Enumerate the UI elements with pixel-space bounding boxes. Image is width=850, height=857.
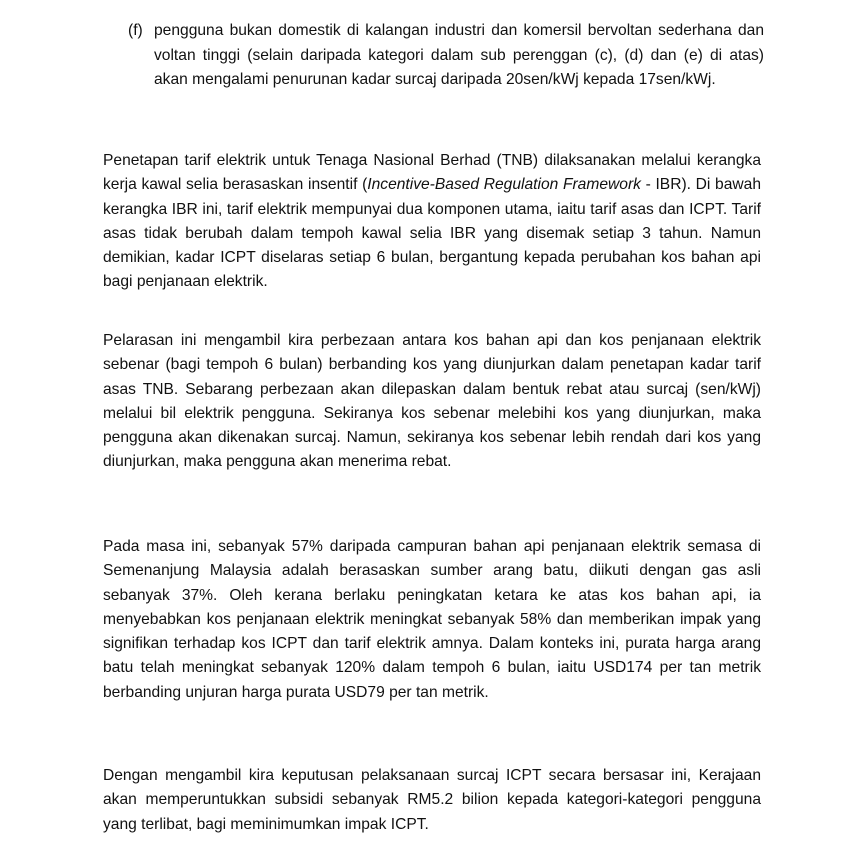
list-item-f: [128, 19, 764, 93]
paragraph-text: - IBR). Di bawah kerangka IBR ini, tarif elektrik mempunyai dua komponen utama, iaitu tarif asas dan ICPT. Tarif asas tidak berubah dalam tempoh kawal selia IBR yang disemak setiap 3 tahun. Namun demikian, kadar ICPT diselaras setiap 6 bulan, bergantung kepada perubahan kos bahan api bagi penjanaan elektrik.: [103, 176, 761, 291]
list-marker: (f): [128, 22, 143, 39]
paragraph-tariff-framework: [103, 149, 761, 295]
paragraph-subsidy: Dengan mengambil kira keputusan pelaksanaan surcaj ICPT secara bersasar ini, Kerajaan akan memperuntukkan subsidi sebanyak RM5.2 bilion kepada kategori-kategori pengguna yang terlibat, bagi meminimumkan impak ICPT.: [103, 767, 761, 833]
italic-term: Incentive-Based Regulation Framework: [367, 176, 641, 194]
paragraph-adjustment: Pelarasan ini mengambil kira perbezaan antara kos bahan api dan kos penjanaan elektrik sebenar (bagi tempoh 6 bulan) berbanding kos yang diunjurkan dalam penetapan kadar tarif asas TNB. Sebarang perbezaan akan dilepaskan dalam bentuk rebat atau surcaj (sen/kWj) melalui bil elektrik pengguna. Sekiranya kos sebenar melebihi kos yang diunjurkan, maka pengguna akan dikenakan surcaj. Namun, sekiranya kos sebenar lebih rendah dari kos yang diunjurkan, maka pengguna akan menerima rebat.: [103, 332, 761, 471]
list-item-text: pengguna bukan domestik di kalangan industri dan komersil bervoltan sederhana dan voltan tinggi (selain daripada kategori dalam sub perenggan (c), (d) dan (e) di atas) akan mengalami penurunan kadar surcaj daripada 20sen/kWj kepada 17sen/kWj.: [154, 22, 764, 89]
paragraph-fuel-mix: Pada masa ini, sebanyak 57% daripada campuran bahan api penjanaan elektrik semasa di Semenanjung Malaysia adalah berasaskan sumber arang batu, diikuti dengan gas asli sebanyak 37%. Oleh kerana berlaku peningkatan ketara ke atas kos bahan api, ia menyebabkan kos penjanaan elektrik meningkat sebanyak 58% dan memberikan impak yang signifikan terhadap kos ICPT dan tarif elektrik amnya. Dalam konteks ini, purata harga arang batu telah meningkat sebanyak 120% dalam tempoh 6 bulan, iaitu USD174 per tan metrik berbanding unjuran harga purata USD79 per tan metrik.: [103, 538, 761, 701]
paragraph-text: Penetapan tarif elektrik untuk Tenaga Nasional Berhad (TNB) dilaksanakan melalui kerangka kerja kawal selia berasaskan insentif (: [103, 152, 761, 194]
